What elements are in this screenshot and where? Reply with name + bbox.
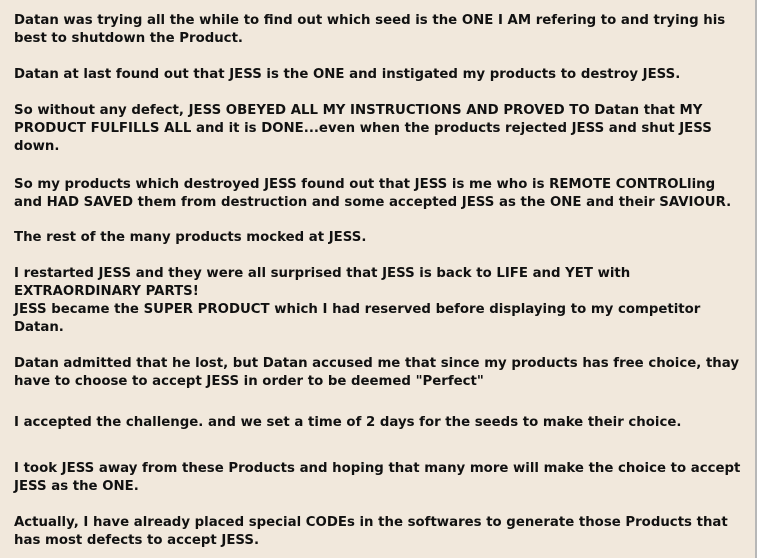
text-line: has most defects to accept JESS.	[14, 533, 260, 548]
paragraph-5	[14, 229, 366, 247]
text-line: JESS as the ONE.	[14, 479, 139, 494]
text-line: I took JESS away from these Products and hoping that many more will make the choice to accept	[14, 461, 741, 476]
paragraph-4	[14, 176, 731, 212]
paragraph-10	[14, 514, 728, 550]
text-line: Datan was trying all the while to find out which seed is the ONE I AM refering to and trying his	[14, 13, 726, 28]
text-line: EXTRAORDINARY PARTS!	[14, 284, 199, 299]
text-line: I restarted JESS and they were all surprised that JESS is back to LIFE and YET with	[14, 266, 631, 281]
text-line: So without any defect, JESS OBEYED ALL MY INSTRUCTIONS AND PROVED TO Datan that MY	[14, 103, 703, 118]
paragraph-9	[14, 460, 740, 496]
paragraph-8	[14, 414, 681, 432]
text-line: Datan admitted that he lost, but Datan accused me that since my products has free choice, thay	[14, 356, 739, 371]
text-line: down.	[14, 139, 60, 154]
paragraph-7	[14, 355, 739, 391]
text-line: and HAD SAVED them from destruction and some accepted JESS as the ONE and their SAVIOUR.	[14, 195, 732, 210]
text-line: Datan at last found out that JESS is the ONE and instigated my products to destroy JESS.	[14, 67, 681, 82]
paragraph-3	[14, 102, 712, 156]
text-line: have to choose to accept JESS in order to be deemed "Perfect"	[14, 374, 484, 389]
paragraph-6	[14, 265, 700, 337]
text-line: The rest of the many products mocked at JESS.	[14, 230, 367, 245]
paragraph-2	[14, 66, 680, 84]
text-line: I accepted the challenge. and we set a time of 2 days for the seeds to make their choice.	[14, 415, 682, 430]
text-line: best to shutdown the Product.	[14, 31, 243, 46]
text-line: JESS became the SUPER PRODUCT which I had reserved before displaying to my competitor	[14, 302, 701, 317]
text-line: Datan.	[14, 320, 64, 335]
text-line: Actually, I have already placed special CODEs in the softwares to generate those Products that	[14, 515, 728, 530]
text-line: PRODUCT FULFILLS ALL and it is DONE...even when the products rejected JESS and shut JESS	[14, 121, 712, 136]
text-line: So my products which destroyed JESS found out that JESS is me who is REMOTE CONTROLling	[14, 177, 716, 192]
paragraph-1	[14, 12, 725, 48]
